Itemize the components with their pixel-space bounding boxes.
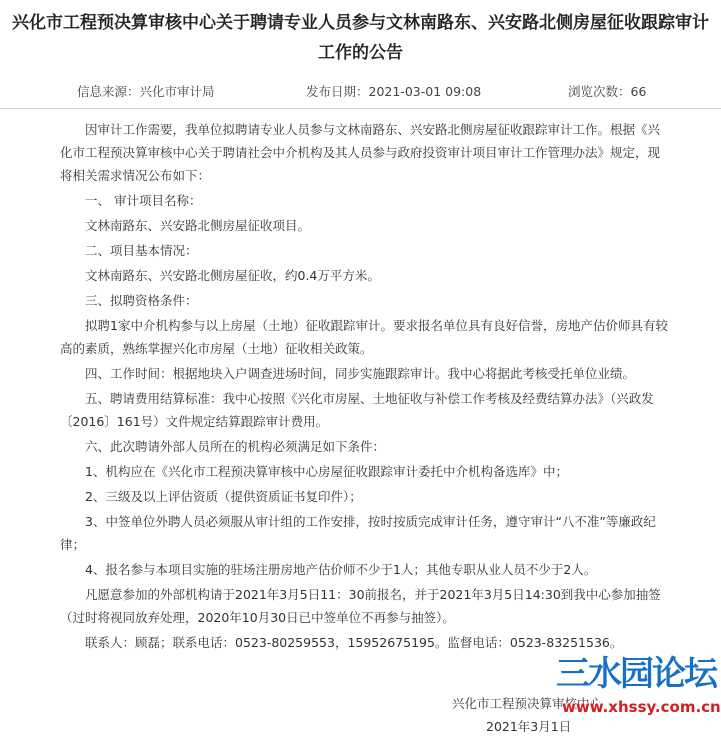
contact-info: 联系人：顾磊；联系电话：0523-80259553，15952675195。监督电话：0523-83251536。 — [85, 635, 623, 650]
condition-2: 2、三级及以上评估资质（提供资质证书复印件）； — [85, 489, 362, 504]
watermark-url: www.xhssy.com.cn — [562, 698, 721, 716]
registration-notice: 凡愿意参加的外部机构请于2021年3月5日11：30前报名，并于2021年3月5日14:30到我中心参加抽签（过时将视同放弃处理，2020年10月30日已中签单位不再参与抽签）。 — [60, 587, 661, 625]
section-3-content: 拟聘1家中介机构参与以上房屋（土地）征收跟踪审计。要求报名单位具有良好信誉，房地产估价师具有较高的素质，熟练掌握兴化市房屋（土地）征收相关政策。 — [60, 318, 668, 356]
meta-divider — [0, 108, 721, 109]
article-title: 兴化市工程预决算审核中心关于聘请专业人员参与文林南路东、兴安路北侧房屋征收跟踪审计工作的公告 — [12, 13, 709, 63]
condition-3: 3、中签单位外聘人员必须服从审计组的工作安排，按时按质完成审计任务，遵守审计“八不准”等廉政纪律； — [60, 514, 656, 552]
signature-organization: 兴化市工程预决算审核中心 — [452, 696, 603, 711]
section-4: 四、工作时间：根据地块入户调查进场时间，同步实施跟踪审计。我中心将据此考核受托单位业绩。 — [85, 366, 636, 381]
condition-4: 4、报名参与本项目实施的驻场注册房地产估价师不少于1人；其他专职从业人员不少于2人。 — [85, 562, 597, 577]
article-meta — [0, 82, 721, 102]
section-5: 五、聘请费用结算标准：我中心按照《兴化市房屋、土地征收与补偿工作考核及经费结算办法》（兴政发〔2016〕161号）文件规定结算跟踪审计费用。 — [60, 391, 654, 429]
signature-date: 2021年3月1日 — [486, 719, 572, 734]
section-1-heading: 一、 审计项目名称： — [85, 193, 202, 208]
article-body — [60, 118, 672, 654]
section-6-heading: 六、此次聘请外部人员所在的机构必须满足如下条件： — [85, 439, 386, 454]
meta-source: 信息来源：兴化市审计局 — [77, 84, 215, 99]
meta-publish-date: 发布日期：2021-03-01 09:08 — [306, 84, 482, 99]
site-watermark — [548, 652, 721, 734]
section-1-content: 文林南路东、兴安路北侧房屋征收项目。 — [85, 218, 311, 233]
meta-view-count: 浏览次数：66 — [568, 84, 647, 99]
intro-paragraph: 因审计工作需要，我单位拟聘请专业人员参与文林南路东、兴安路北侧房屋征收跟踪审计工作。根据《兴化市工程预决算审核中心关于聘请社会中介机构及其人员参与政府投资审计项目审计工作管理办法》规定，现将相关需求情况公布如下： — [60, 122, 661, 183]
condition-1: 1、机构应在《兴化市工程预决算审核中心房屋征收跟踪审计委托中介机构备选库》中； — [85, 464, 568, 479]
section-2-heading: 二、项目基本情况： — [85, 243, 198, 258]
section-2-content: 文林南路东、兴安路北侧房屋征收，约0.4万平方米。 — [85, 268, 380, 283]
watermark-logo-text: 三水园论坛 — [556, 654, 716, 694]
section-3-heading: 三、拟聘资格条件： — [85, 293, 198, 308]
